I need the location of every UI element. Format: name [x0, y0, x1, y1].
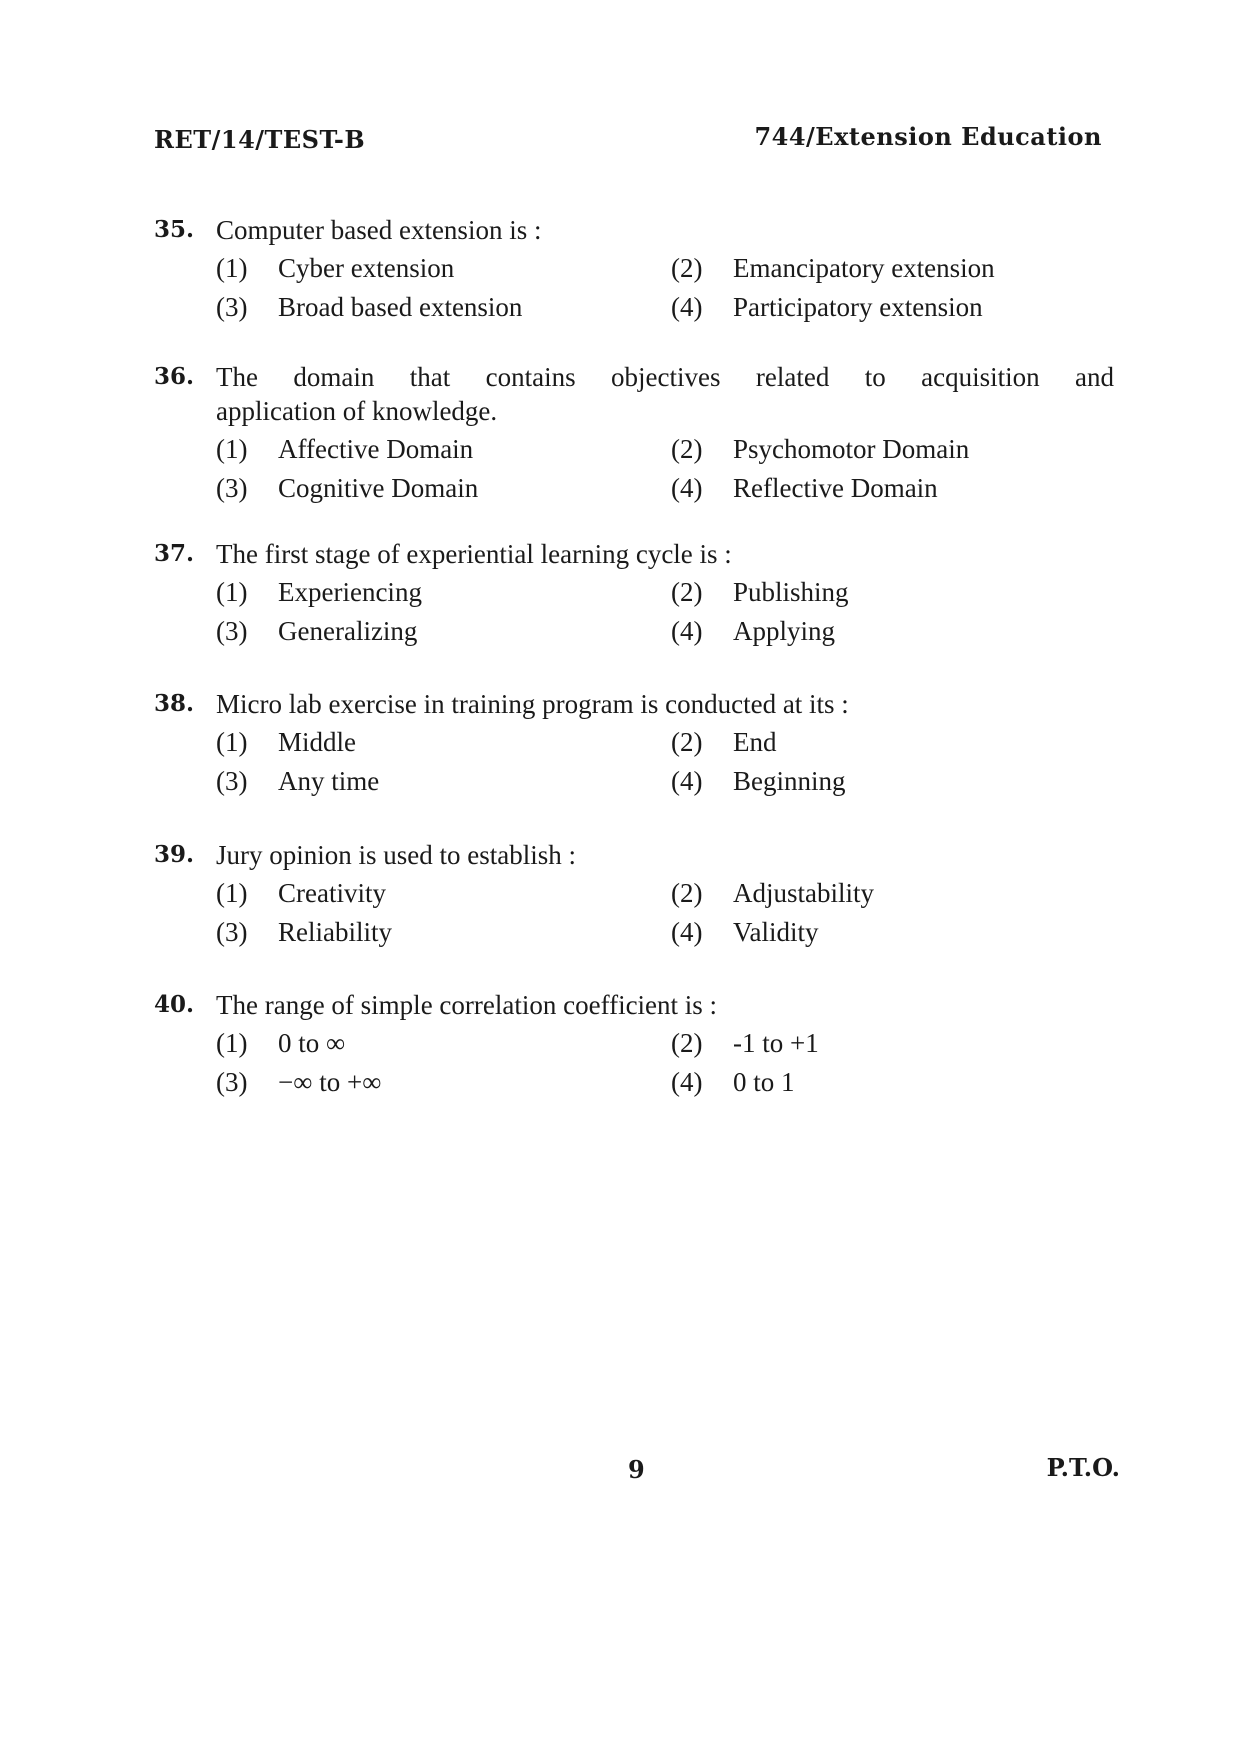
- option-text: Any time: [278, 766, 380, 796]
- question-40: [154, 988, 1114, 1099]
- option-text: Affective Domain: [278, 434, 474, 464]
- paper-code: RET/14/TEST-B: [154, 125, 366, 154]
- option-number: (2): [671, 577, 703, 607]
- option-3: [216, 614, 671, 648]
- question-38: [154, 687, 1114, 798]
- option-text: Reflective Domain: [733, 473, 938, 503]
- option-text: Publishing: [733, 577, 849, 607]
- options: [216, 432, 1114, 505]
- option-3: [216, 1065, 671, 1099]
- option-text: Middle: [278, 727, 356, 757]
- question-39: [154, 838, 1114, 949]
- option-2: [671, 251, 1126, 285]
- question-text: The first stage of experiential learning cycle is :: [216, 539, 732, 569]
- question-text-continued: application of knowledge.: [216, 396, 498, 426]
- option-3: [216, 764, 671, 798]
- option-number: (1): [216, 727, 248, 757]
- option-2: [671, 1026, 1126, 1060]
- question-35: [154, 213, 1114, 324]
- question-number: 40.: [154, 991, 195, 1018]
- question-number: 37.: [154, 540, 195, 567]
- question-36: [154, 360, 1114, 505]
- option-2: [671, 432, 1126, 466]
- please-turn-over: P.T.O.: [1046, 1453, 1120, 1482]
- option-4: [671, 915, 1126, 949]
- option-text: Cyber extension: [278, 253, 455, 283]
- option-text: End: [733, 727, 777, 757]
- option-text: Emancipatory extension: [733, 253, 995, 283]
- option-4: [671, 290, 1126, 324]
- option-text: 0 to 1: [733, 1067, 795, 1097]
- option-1: [216, 725, 671, 759]
- option-1: [216, 432, 671, 466]
- question-text: The domain that contains objectives related to acquisition and: [216, 362, 1114, 392]
- question-number: 39.: [154, 841, 195, 868]
- option-number: (1): [216, 1028, 248, 1058]
- option-text: 0 to ∞: [278, 1028, 346, 1058]
- option-number: (2): [671, 253, 703, 283]
- option-text: Broad based extension: [278, 292, 523, 322]
- option-number: (1): [216, 878, 248, 908]
- options: [216, 575, 1114, 648]
- option-4: [671, 764, 1126, 798]
- option-2: [671, 575, 1126, 609]
- options: [216, 725, 1114, 798]
- option-number: (4): [671, 1067, 703, 1097]
- question-number: 36.: [154, 363, 195, 390]
- option-1: [216, 575, 671, 609]
- option-number: (3): [216, 766, 248, 796]
- option-text: Experiencing: [278, 577, 422, 607]
- option-number: (2): [671, 434, 703, 464]
- subject-title: 744/Extension Education: [754, 122, 1102, 151]
- option-number: (3): [216, 473, 248, 503]
- option-text: −∞ to +∞: [278, 1067, 382, 1097]
- option-number: (4): [671, 473, 703, 503]
- option-2: [671, 876, 1126, 910]
- options: [216, 876, 1114, 949]
- option-text: Applying: [733, 616, 836, 646]
- option-number: (1): [216, 434, 248, 464]
- question-text: Computer based extension is :: [216, 215, 542, 245]
- question-text: The range of simple correlation coefficient is :: [216, 990, 718, 1020]
- option-4: [671, 614, 1126, 648]
- option-number: (3): [216, 616, 248, 646]
- option-number: (3): [216, 292, 248, 322]
- option-text: Generalizing: [278, 616, 418, 646]
- option-text: Participatory extension: [733, 292, 983, 322]
- option-text: Adjustability: [733, 878, 874, 908]
- option-number: (4): [671, 766, 703, 796]
- options: [216, 251, 1114, 324]
- option-number: (4): [671, 616, 703, 646]
- page-number: 9: [628, 1455, 645, 1484]
- question-37: [154, 537, 1114, 648]
- question-number: 38.: [154, 690, 195, 717]
- option-1: [216, 251, 671, 285]
- option-4: [671, 471, 1126, 505]
- option-number: (3): [216, 1067, 248, 1097]
- option-number: (4): [671, 917, 703, 947]
- option-text: Beginning: [733, 766, 846, 796]
- question-text: Micro lab exercise in training program is conducted at its :: [216, 689, 849, 719]
- option-text: Cognitive Domain: [278, 473, 479, 503]
- option-number: (2): [671, 1028, 703, 1058]
- option-2: [671, 725, 1126, 759]
- option-number: (2): [671, 727, 703, 757]
- option-number: (3): [216, 917, 248, 947]
- option-text: Psychomotor Domain: [733, 434, 970, 464]
- option-number: (2): [671, 878, 703, 908]
- options: [216, 1026, 1114, 1099]
- option-3: [216, 471, 671, 505]
- option-number: (1): [216, 577, 248, 607]
- question-text: Jury opinion is used to establish :: [216, 840, 576, 870]
- option-1: [216, 876, 671, 910]
- option-1: [216, 1026, 671, 1060]
- option-4: [671, 1065, 1126, 1099]
- option-text: Creativity: [278, 878, 386, 908]
- option-text: Reliability: [278, 917, 392, 947]
- option-text: -1 to +1: [733, 1028, 819, 1058]
- option-number: (4): [671, 292, 703, 322]
- option-3: [216, 290, 671, 324]
- question-number: 35.: [154, 216, 195, 243]
- option-text: Validity: [733, 917, 819, 947]
- option-3: [216, 915, 671, 949]
- option-number: (1): [216, 253, 248, 283]
